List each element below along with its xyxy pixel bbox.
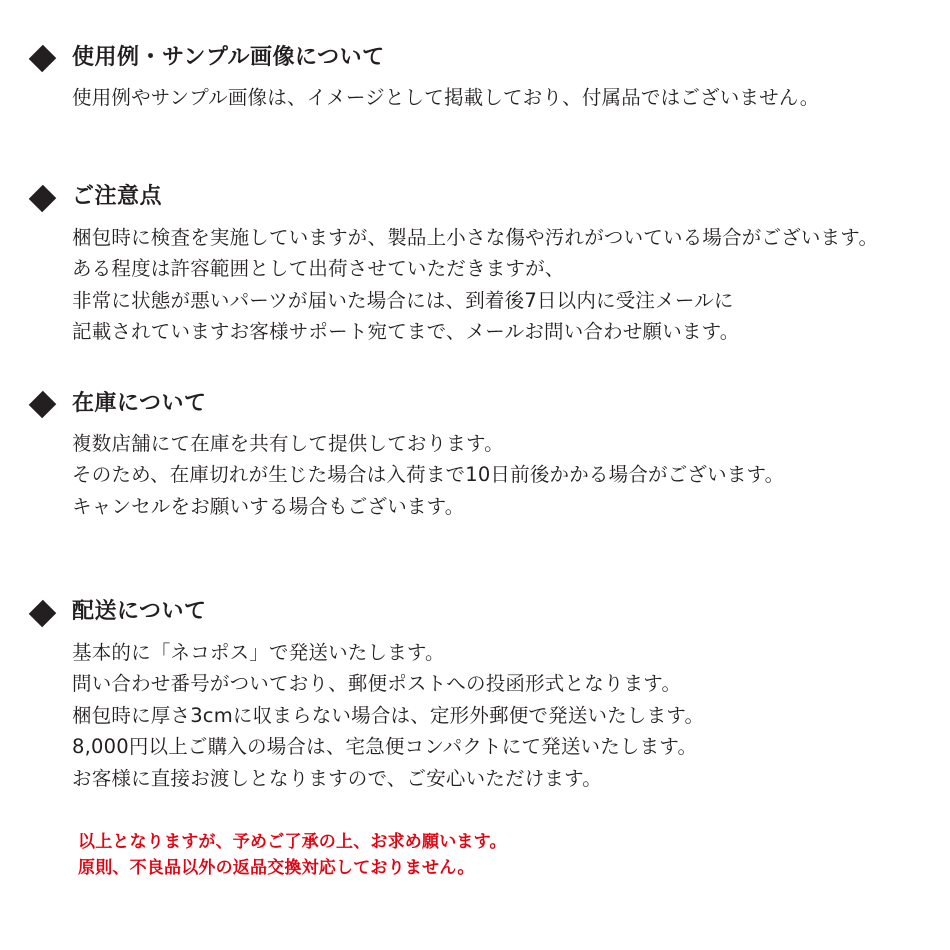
section-body xyxy=(72,428,914,523)
body-line: 非常に状態が悪いパーツが届いた場合には、到着後7日以内に受注メールに xyxy=(72,288,734,312)
body-line: 基本的に「ネコポス」で発送いたします。 xyxy=(72,640,445,664)
section-body xyxy=(72,82,914,114)
closing-notice xyxy=(78,829,914,882)
diamond-bullet-icon xyxy=(30,599,58,627)
section-stock xyxy=(30,390,914,523)
section-shipping xyxy=(30,599,914,795)
body-line: 梱包時に検査を実施していますが、製品上小さな傷や汚れがついている場合がございます。 xyxy=(72,225,879,249)
section-header xyxy=(30,390,914,418)
notice-line: 以上となりますが、予めご了承の上、お求め願います。 xyxy=(78,831,507,852)
body-line: 複数店舗にて在庫を共有して提供しております。 xyxy=(72,431,504,455)
body-line: お客様に直接お渡しとなりますので、ご安心いただけます。 xyxy=(72,766,602,790)
section-sample-images xyxy=(30,44,914,114)
section-body xyxy=(72,222,914,348)
section-title: 使用例・サンプル画像について xyxy=(72,44,385,70)
section-cautions xyxy=(30,184,914,348)
diamond-bullet-icon xyxy=(30,390,58,418)
notice-line: 原則、不良品以外の返品交換対応しておりません。 xyxy=(78,857,475,878)
section-title: 配送について xyxy=(72,599,207,625)
body-line: ある程度は許容範囲として出荷させていただきますが、 xyxy=(72,257,565,281)
section-title: ご注意点 xyxy=(72,184,163,210)
section-header xyxy=(30,44,914,72)
body-line: 8,000円以上ご購入の場合は、宅急便コンパクトにて発送いたします。 xyxy=(72,735,698,759)
spacer xyxy=(30,523,914,599)
section-header xyxy=(30,184,914,212)
diamond-bullet-icon xyxy=(30,184,58,212)
body-line: 問い合わせ番号がついており、郵便ポストへの投函形式となります。 xyxy=(72,672,682,696)
body-line: 使用例やサンプル画像は、イメージとして掲載しており、付属品ではございません。 xyxy=(72,86,820,109)
body-line: キャンセルをお願いする場合もございます。 xyxy=(72,495,465,519)
diamond-bullet-icon xyxy=(30,44,58,72)
section-title: 在庫について xyxy=(72,390,207,416)
body-line: 記載されていますお客様サポート宛てまで、メールお問い合わせ願います。 xyxy=(72,320,740,344)
spacer xyxy=(30,114,914,184)
spacer xyxy=(30,348,914,390)
body-line: そのため、在庫切れが生じた場合は入荷まで10日前後かかる場合がございます。 xyxy=(72,463,785,487)
section-body xyxy=(72,637,914,795)
section-header xyxy=(30,599,914,627)
body-line: 梱包時に厚さ3cmに収まらない場合は、定形外郵便で発送いたします。 xyxy=(72,703,705,727)
